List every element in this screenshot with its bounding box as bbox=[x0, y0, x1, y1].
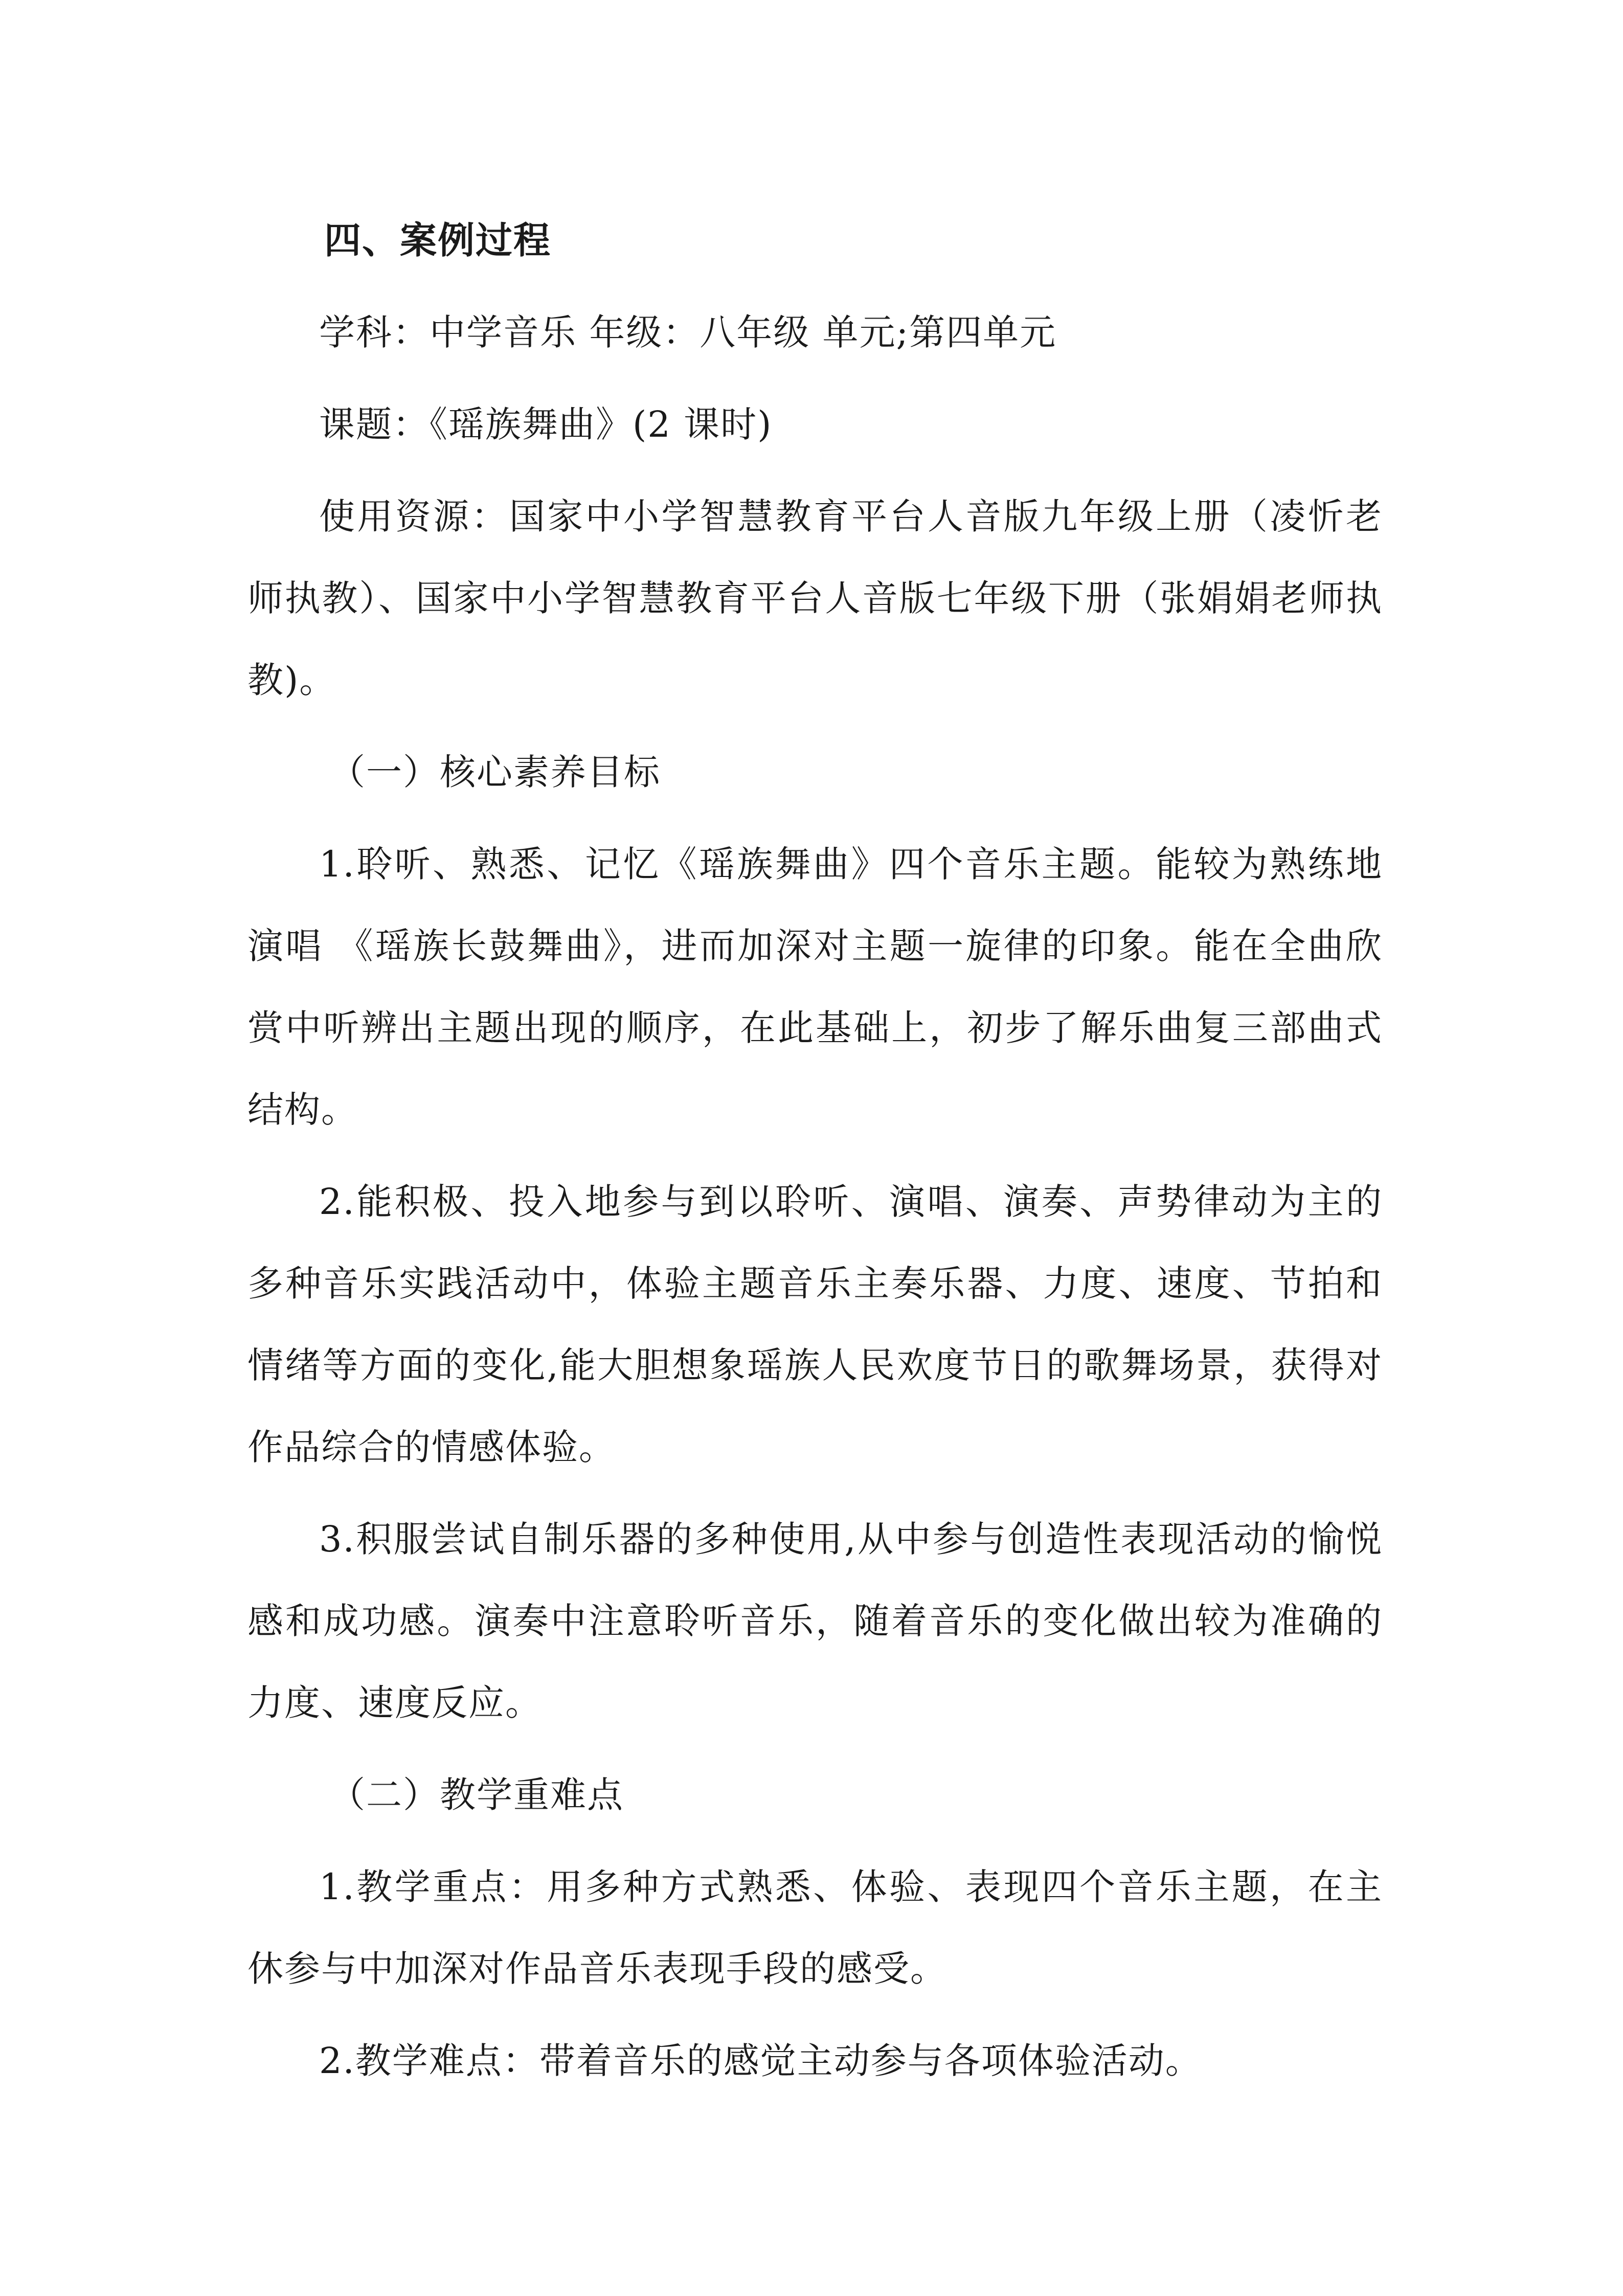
document-body bbox=[247, 199, 1383, 2102]
resources-paragraph: 使用资源：国家中小学智慧教育平台人音版九年级上册（凌忻老师执教）、国家中小学智慧教育平台人音版七年级下册（张娟娟老师执教)。 bbox=[247, 496, 1383, 701]
difficulty-item-2: 2.教学难点：带着音乐的感觉主动参与各项体验活动。 bbox=[319, 2040, 1202, 2082]
topic-line: 课题：《瑶族舞曲》(2 课时) bbox=[319, 403, 773, 445]
goal-item-1: 1.聆听、熟悉、记忆《瑶族舞曲》四个音乐主题。能较为熟练地演唱 《瑶族长鼓舞曲》，进而加深对主题一旋律的印象。能在全曲欣赏中听辨出主题出现的顺序，在此基础上，初步了解乐曲复三部曲式结构。 bbox=[247, 843, 1383, 1131]
difficulty-item-1: 1.教学重点：用多种方式熟悉、体验、表现四个音乐主题，在主休参与中加深对作品音乐表现手段的感受。 bbox=[247, 1866, 1383, 1990]
section-title: 四、案例过程 bbox=[324, 219, 552, 262]
goal-item-2: 2.能积极、投入地参与到以聆听、演唱、演奏、声势律动为主的多种音乐实践活动中，体验主题音乐主奏乐器、力度、速度、节拍和情绪等方面的变化,能大胆想象瑶族人民欢度节日的歌舞场景，获得对作品综合的情感体验。 bbox=[247, 1181, 1383, 1468]
goal-item-3: 3.积服尝试自制乐器的多种使用,从中参与创造性表现活动的愉悦感和成功感。演奏中注意聆听音乐，随着音乐的变化做出较为准确的力度、速度反应。 bbox=[247, 1518, 1383, 1724]
goals-heading: （一）核心素养目标 bbox=[329, 751, 661, 793]
difficulties-heading: （二）教学重难点 bbox=[329, 1774, 624, 1816]
meta-line: 学科：中学音乐 年级：八年级 单元;第四单元 bbox=[319, 311, 1057, 353]
